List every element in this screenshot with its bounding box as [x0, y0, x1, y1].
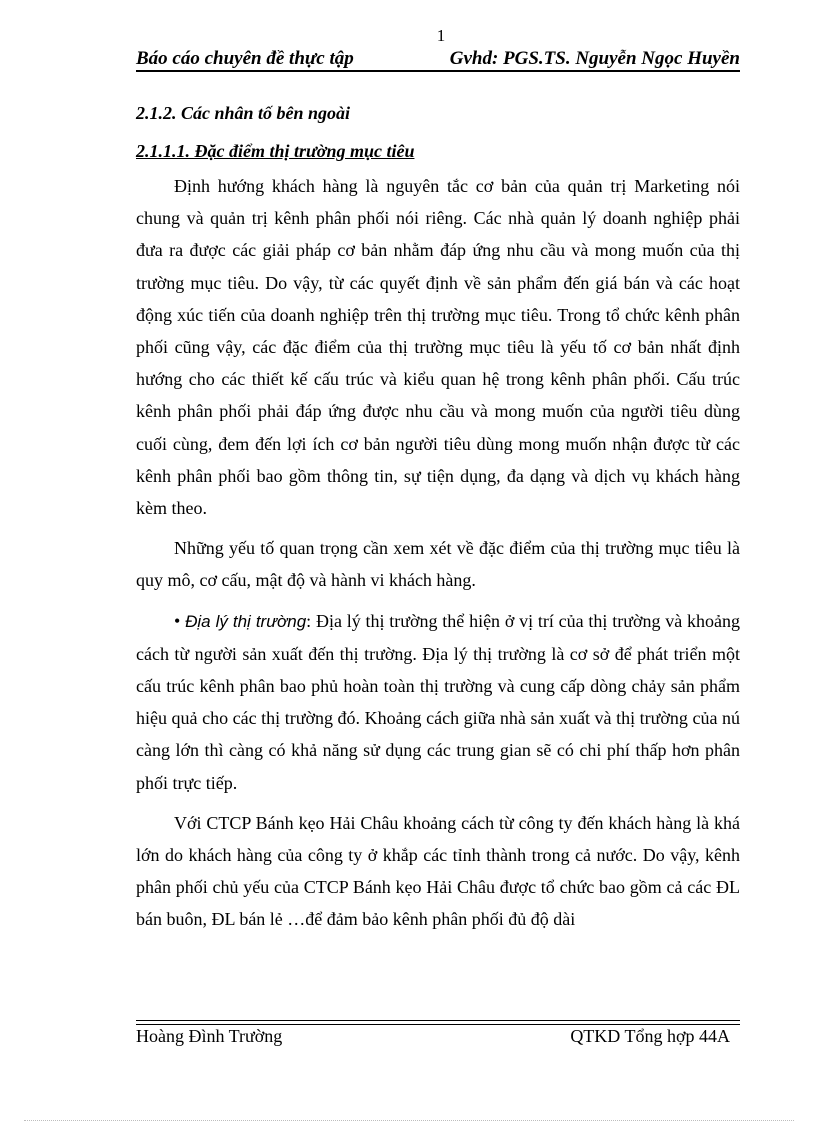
- paragraph-market-factors: Những yếu tố quan trọng cần xem xét về đặc điểm của thị trường mục tiêu là quy mô, cơ cấu, mật độ và hành vi khách hàng.: [136, 538, 740, 591]
- footer-rule: [136, 1020, 740, 1025]
- bullet-icon: •: [174, 610, 181, 631]
- footer-author: Hoàng Đình Trường: [136, 1026, 283, 1046]
- paragraph-hai-chau: Với CTCP Bánh kẹo Hải Châu khoảng cách từ công ty đến khách hàng là khá lớn do khách hàng của công ty ở khắp các tỉnh thành trong cả nước. Do vậy, kênh phân phối chủ yếu của CTCP Bánh kẹo Hải Châu được tổ chức bao gồm cả các ĐL bán buôn, ĐL bán lẻ …để đảm bảo kênh phân phối đủ độ dài: [136, 812, 740, 930]
- page-edge-divider: [24, 1120, 794, 1121]
- footer-class: QTKD Tổng hợp 44A: [570, 1026, 730, 1046]
- page-footer: [136, 1026, 730, 1047]
- page-number: 1: [436, 26, 446, 45]
- paragraph-customer-orientation: Định hướng khách hàng là nguyên tắc cơ bản của quản trị Marketing nói chung và quản trị kênh phân phối nói riêng. Các nhà quản lý doanh nghiệp phải đưa ra được các giải pháp cơ bản nhằm đáp ứng nhu cầu và mong muốn của thị trường mục tiêu. Do vậy, từ các quyết định về sản phẩm đến giá bán và các hoạt động xúc tiến của doanh nghiệp trên thị trường mục tiêu. Trong tổ chức kênh phân phối cũng vậy, các đặc điểm của thị trường mục tiêu là yếu tố cơ bản nhất định hướng cho các thiết kế cấu trúc và kiểu quan hệ trong kênh phân phối. Cấu trúc kênh phân phối phải đáp ứng được nhu cầu và mong muốn của người tiêu dùng cuối cùng, đem đến lợi ích cơ bản người tiêu dùng mong muốn nhận được từ các kênh phân phối bao gồm thông tin, sự tiện dụng, đa dạng và dịch vụ khách hàng kèm theo.: [136, 176, 740, 519]
- header-advisor: Gvhd: PGS.TS. Nguyễn Ngọc Huyền: [449, 48, 740, 69]
- header-report-title: Báo cáo chuyên đề thực tập: [136, 48, 354, 69]
- bullet-text: : Địa lý thị trường thể hiện ở vị trí của thị trường và khoảng cách từ người sản xuất đến thị trường. Địa lý thị trường là cơ sở để phát triển một cấu trúc kênh phân bao phủ hoàn toàn thị trường và cung cấp dòng chảy sản phẩm hiệu quả cho các thị trường đó. Khoảng cách giữa nhà sản xuất và thị trường của nú càng lớn thì càng có khả năng sử dụng các trung gian sẽ có chi phí thấp hơn phân phối trực tiếp.: [136, 610, 740, 793]
- bullet-term: Địa lý thị trường: [185, 611, 307, 631]
- section-heading: 2.1.2. Các nhân tố bên ngoài: [136, 103, 351, 123]
- header-rule: [136, 70, 740, 72]
- paragraph-market-geography: [136, 605, 740, 799]
- document-body: [136, 96, 740, 944]
- subsection-heading: 2.1.1.1. Đặc điểm thị trường mục tiêu: [136, 141, 415, 161]
- page-header: [136, 44, 740, 70]
